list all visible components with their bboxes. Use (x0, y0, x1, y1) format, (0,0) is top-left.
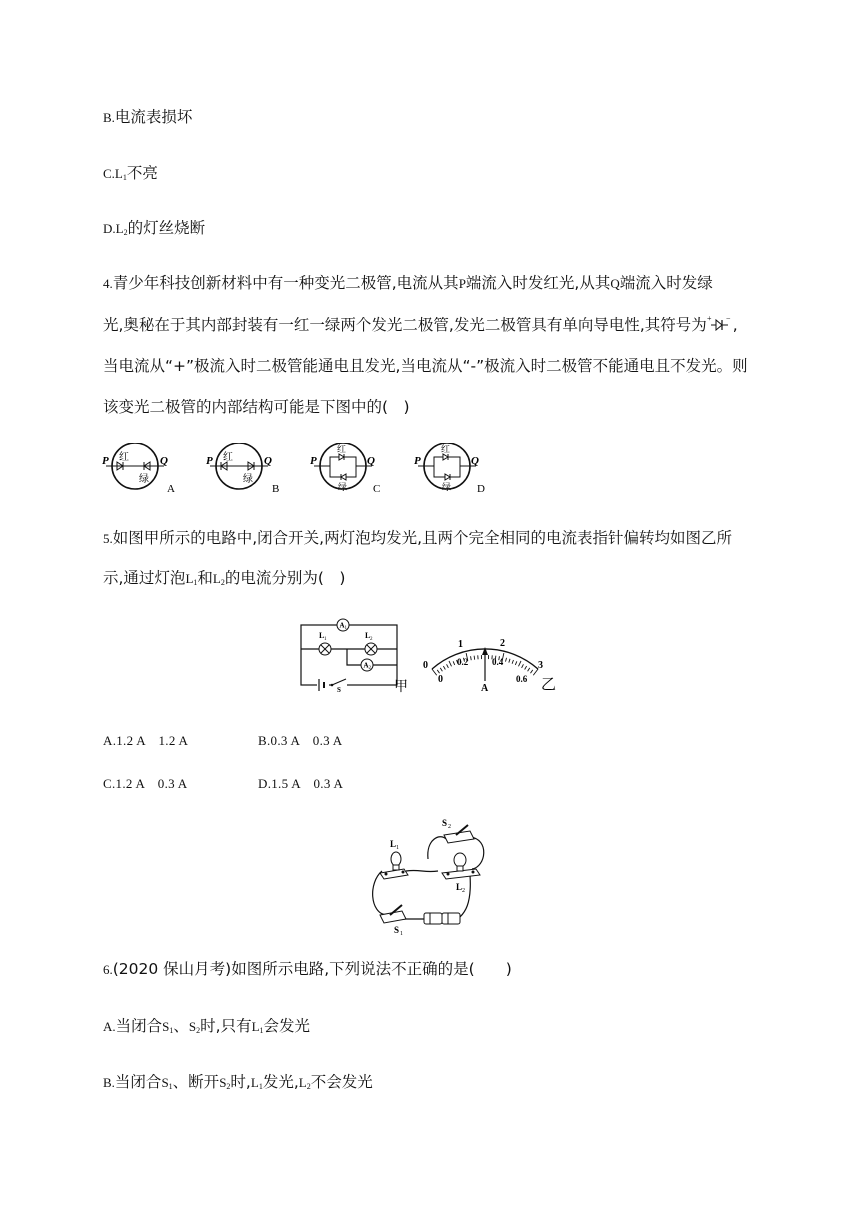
option-text: 、 (173, 1017, 189, 1035)
top-scale-0: 0 (423, 660, 428, 671)
dial-tick (515, 661, 517, 665)
top-scale-3: 3 (538, 660, 543, 671)
q4-line-4 (103, 396, 410, 418)
question-number: 6. (103, 962, 113, 977)
option-letter: B. (103, 1075, 115, 1090)
terminal-p-label: P (414, 455, 421, 467)
option-a (103, 733, 188, 748)
symbol-subscript: 2 (123, 228, 128, 237)
q4-line-3 (103, 355, 748, 377)
question-text: 的电流分别为( ) (224, 569, 346, 587)
lamp-l2-label: L (456, 882, 463, 892)
dial-tick (506, 658, 507, 662)
symbol-s2: S (188, 1019, 197, 1034)
q5-line-1 (103, 527, 732, 550)
symbol-l2: L (212, 571, 221, 586)
dial-tick (509, 659, 510, 663)
ammeter-a2-label: A (363, 661, 369, 670)
option-b (258, 733, 342, 748)
terminal-p-label: P (310, 455, 317, 467)
q4-diode-options-figure (100, 443, 500, 497)
q5-circuit-diagram (295, 617, 413, 693)
q5-options-row-2 (103, 772, 187, 795)
question-text: 端流入时发绿 (619, 274, 713, 292)
dial-tick (437, 670, 439, 673)
bottom-scale-0: 0 (438, 674, 443, 685)
ammeter-a1-label: A (339, 621, 345, 630)
symbol-subscript: 2 (306, 1082, 311, 1091)
option-text: 1.2 A 0.3 A (115, 776, 188, 791)
green-label: 绿 (243, 474, 253, 485)
question-number: 5. (103, 531, 113, 546)
q3-option-d (103, 217, 205, 244)
option-text: 的灯丝烧断 (127, 219, 206, 237)
question-text: 光,奥秘在于其内部封装有一红一绿两个发光二极管,发光二极管具有单向导电性,其符号为 (103, 316, 707, 334)
option-text: 时, (230, 1073, 251, 1091)
option-text: 1.5 A 0.3 A (271, 776, 344, 791)
option-letter: B. (103, 110, 115, 125)
question-source: (2020 保山月考) (112, 960, 232, 978)
diode-option-d (414, 443, 485, 495)
option-text: 0.3 A 0.3 A (270, 733, 343, 748)
q6-physical-circuit-figure (360, 813, 500, 935)
symbol-subscript: 2 (196, 1026, 201, 1035)
question-text: , (732, 316, 738, 334)
q5-option-b-wrap (258, 729, 342, 752)
symbol-subscript: 1 (169, 1026, 174, 1035)
q6-stem (103, 958, 512, 981)
q6-option-a (103, 1015, 310, 1042)
top-scale-1: 1 (458, 639, 463, 650)
q5-option-d-wrap (258, 772, 343, 795)
switch-s2-label: S (442, 818, 448, 828)
dial-tick (443, 666, 445, 669)
svg-text:+: + (706, 315, 712, 323)
red-label: 红 (337, 444, 347, 454)
q4-line-1 (103, 272, 713, 295)
dial-tick (432, 669, 437, 675)
green-label: 绿 (338, 482, 348, 492)
lamp-l2-icon (442, 853, 480, 879)
lamp-l1-label: L (390, 839, 397, 849)
unit-label: A (481, 683, 489, 693)
option-text: 当闭合 (114, 1073, 162, 1091)
dial-tick (522, 664, 524, 668)
dial-tick (512, 660, 513, 664)
lamp-l2-subscript: 2 (462, 888, 465, 894)
option-letter: A. (103, 733, 117, 748)
dial-tick (525, 666, 527, 669)
figure-label-yi: 乙 (541, 677, 557, 693)
red-label: 红 (441, 444, 451, 454)
symbol-l1: L (250, 1075, 259, 1090)
option-label: D (477, 483, 485, 495)
lamp-l1-subscript: 1 (396, 845, 399, 851)
symbol-subscript: 1 (168, 1082, 173, 1091)
ammeter-a1-subscript: 1 (344, 626, 347, 631)
question-text: 如图甲所示的电路中,闭合开关,两灯泡均发光,且两个完全相同的电流表指针偏转均如图乙所 (112, 529, 733, 547)
diode-symbol-icon (707, 315, 733, 331)
terminal-q-label: Q (367, 455, 375, 467)
q5-line-2 (103, 567, 345, 594)
symbol-l2: L (298, 1075, 307, 1090)
top-scale-2: 2 (500, 638, 505, 649)
option-text: 1.2 A 1.2 A (116, 733, 189, 748)
switch-s1-subscript: 1 (400, 931, 403, 935)
dial-tick (474, 656, 475, 660)
diode-option-a (102, 443, 175, 495)
option-letter: C. (103, 166, 115, 181)
symbol-subscript: 1 (259, 1026, 264, 1035)
lamp-l2-subscript: 2 (370, 637, 373, 642)
terminal-q-label: Q (160, 455, 168, 467)
dial-tick (453, 661, 455, 665)
question-number: 4. (103, 276, 113, 291)
option-label: B (272, 483, 280, 495)
red-label: 红 (119, 452, 129, 463)
question-text: 当电流从“+”极流入时二极管能通电且发光,当电流从“-”极流入时二极管不能通电且不发光。则 (103, 357, 748, 375)
option-letter: D. (258, 776, 272, 791)
switch-s1-icon (380, 905, 406, 923)
battery-icon (424, 913, 460, 924)
diode-option-c (310, 443, 380, 495)
question-text: 该变光二极管的内部结构可能是下图中的( ) (103, 398, 410, 416)
option-label: C (373, 483, 381, 495)
symbol-l: L (114, 166, 123, 181)
question-text: 端流入时发红光,从其 (465, 274, 611, 292)
option-d (258, 776, 343, 791)
bottom-scale-0.6: 0.6 (516, 674, 528, 684)
q5-ammeter-dial (420, 629, 562, 693)
figure-label-jia: 甲 (394, 680, 408, 693)
dial-tick (528, 668, 530, 671)
option-text: 不亮 (126, 164, 158, 182)
symbol-l1: L (251, 1019, 260, 1034)
q5-options-row-1 (103, 729, 188, 752)
switch-s1-label: S (394, 925, 400, 935)
symbol-subscript: 2 (220, 578, 225, 587)
q3-option-c (103, 162, 158, 189)
terminal-p: P (458, 276, 466, 291)
option-letter: B. (258, 733, 271, 748)
symbol-s2: S (219, 1075, 227, 1090)
lamp-l1-icon (380, 852, 408, 879)
option-text: 、断开 (172, 1073, 220, 1091)
lamp-l1-label: L (319, 631, 325, 640)
lamp-l2-label: L (365, 631, 371, 640)
symbol-subscript: 1 (193, 578, 198, 587)
option-letter: C. (103, 776, 116, 791)
dial-tick (449, 661, 452, 666)
terminal-q-label: Q (471, 455, 479, 467)
option-letter: A. (103, 1019, 116, 1034)
dial-tick (440, 668, 442, 671)
symbol-subscript: 1 (122, 173, 127, 182)
symbol-l1: L (185, 571, 194, 586)
q3-option-b (103, 106, 192, 129)
symbol-s1: S (162, 1019, 170, 1034)
option-letter: D. (103, 221, 116, 236)
diode-option-b (206, 443, 279, 495)
green-label: 绿 (442, 482, 452, 492)
lamp-l1-subscript: 1 (324, 637, 327, 642)
terminal-q-label: Q (264, 455, 272, 467)
dial-tick (518, 661, 521, 666)
switch-s2-subscript: 2 (448, 824, 451, 830)
dial-tick (530, 670, 532, 673)
dial-tick (447, 664, 449, 668)
ammeter-a2-subscript: 2 (368, 666, 371, 671)
terminal-p-label: P (102, 455, 109, 467)
green-label: 绿 (139, 474, 149, 485)
terminal-p-label: P (206, 455, 213, 467)
bottom-scale-0.2: 0.2 (457, 657, 469, 667)
option-text: 不会发光 (310, 1073, 373, 1091)
q4-line-2 (103, 314, 738, 336)
question-text: 示,通过灯泡 (103, 569, 186, 587)
bottom-scale-0.4: 0.4 (492, 657, 504, 667)
symbol-l: L (115, 221, 124, 236)
option-text: 当闭合 (115, 1017, 163, 1035)
option-c (103, 776, 187, 791)
switch-s-label: S (337, 686, 341, 693)
dial-tick (471, 656, 472, 660)
option-text: 时,只有 (200, 1017, 252, 1035)
red-label: 红 (223, 452, 233, 463)
option-text: 发光, (262, 1073, 299, 1091)
question-text: 青少年科技创新材料中有一种变光二极管,电流从其 (112, 274, 459, 292)
symbol-subscript: 1 (258, 1082, 263, 1091)
question-text: 如图所示电路,下列说法不正确的是( ) (231, 960, 512, 978)
symbol-s1: S (161, 1075, 169, 1090)
terminal-q: Q (610, 276, 620, 291)
q6-option-b (103, 1071, 373, 1098)
option-label: A (167, 483, 175, 495)
svg-text:−: − (725, 315, 731, 323)
question-text: 和 (197, 569, 213, 587)
option-text: 电流表损坏 (114, 108, 193, 126)
option-text: 会发光 (263, 1017, 311, 1035)
symbol-subscript: 2 (226, 1082, 231, 1091)
